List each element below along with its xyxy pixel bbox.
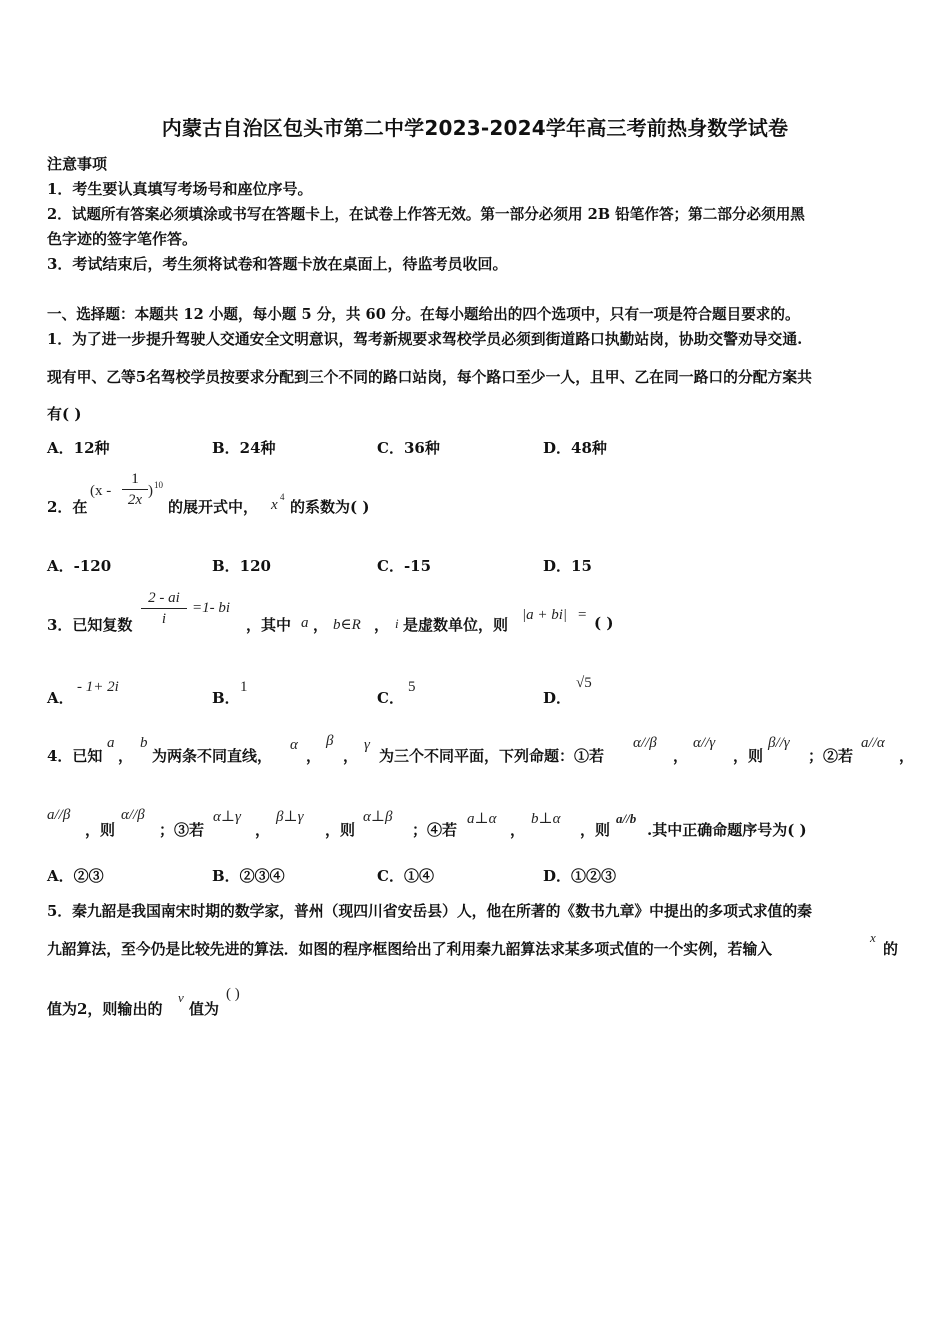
q4-text: 4．已知: [47, 747, 103, 765]
notice-heading: 注意事项: [47, 155, 108, 173]
q3-frac-den: i: [161, 611, 167, 627]
q4-math: β⊥γ: [276, 809, 304, 825]
q3-text: ，: [374, 616, 390, 634]
notice-item: 1．考生要认真填写考场号和座位序号。: [47, 180, 313, 198]
q3-eq: =: [578, 607, 587, 623]
q1-option-c: C．36种: [377, 439, 440, 457]
page-title: 内蒙古自治区包头市第二中学2023-2024学年高三考前热身数学试卷: [161, 116, 789, 140]
q3-fraction: [141, 589, 187, 628]
q2-option-d: D．15: [543, 557, 592, 575]
q4-math: β//γ: [768, 735, 790, 751]
q4-math: b⊥α: [531, 811, 561, 827]
q4-math: a: [107, 735, 115, 751]
q5-stem: 的: [883, 940, 899, 958]
q4-math: α//β: [121, 807, 145, 823]
notice-item: 3．考试结束后，考生须将试卷和答题卡放在桌面上，待监考员收回。: [47, 255, 508, 273]
q2-expr-right: ): [148, 483, 153, 499]
q4-text: ，: [899, 747, 915, 765]
q3-option-b-label: B．: [212, 689, 240, 707]
q4-text: ，则: [85, 821, 116, 839]
q4-text: ，: [255, 821, 271, 839]
q4-math: α⊥β: [363, 809, 393, 825]
q4-option-d: D．①②③: [543, 867, 617, 885]
q4-math: a⊥α: [467, 811, 497, 827]
q4-math: γ: [364, 737, 370, 753]
q2-frac-num: 1: [131, 471, 139, 487]
q4-text: 为两条不同直线，: [152, 747, 273, 765]
q3-text: ，其中: [246, 616, 292, 634]
q3-option-a-value: - 1+ 2i: [77, 679, 119, 695]
q4-text: ，: [118, 747, 134, 765]
q5-var-v: v: [178, 990, 184, 1005]
q2-expr-left: (x -: [90, 483, 112, 499]
q4-math: β: [326, 733, 334, 749]
q1-option-b: B．24种: [212, 439, 276, 457]
q4-text: ，: [343, 747, 359, 765]
q3-option-c-label: C．: [377, 689, 404, 707]
fraction-bar: [122, 489, 148, 490]
q3-option-a-label: A．: [47, 689, 74, 707]
q3-var-a: a: [301, 615, 309, 631]
q3-option-c-value: 5: [408, 679, 416, 695]
q1-option-a: A．12种: [47, 439, 110, 457]
q4-text: ；④若: [412, 821, 458, 839]
q3-text: ，: [313, 616, 329, 634]
q3-blank: ( ): [594, 614, 614, 632]
q4-text: ，则: [325, 821, 356, 839]
q5-stem: 值为2，则输出的: [47, 1000, 163, 1018]
q4-math: α: [290, 737, 298, 753]
fraction-bar: [141, 608, 187, 609]
q4-math: a//β: [47, 807, 71, 823]
q3-option-d-value: √5: [576, 675, 592, 691]
q1-stem: 有( ): [47, 405, 82, 423]
q3-b-in-r: b∈R: [333, 617, 361, 633]
q2-exponent: 10: [154, 480, 163, 490]
q2-option-a: A．-120: [47, 557, 112, 575]
q4-math: a//α: [861, 735, 885, 751]
q4-option-b: B．②③④: [212, 867, 285, 885]
q4-text: ，: [306, 747, 322, 765]
q5-stem: 值为: [189, 1000, 220, 1018]
q4-math: b: [140, 735, 148, 751]
q4-text: ，则: [580, 821, 611, 839]
q2-prefix: 2．在: [47, 498, 88, 516]
q2-suffix: 的系数为( ): [290, 498, 370, 516]
q5-var-x: x: [870, 930, 876, 945]
q2-frac-den: 2x: [127, 492, 143, 508]
q2-term-exp: 4: [280, 492, 285, 502]
q4-text: 为三个不同平面，下列命题：①若: [379, 747, 605, 765]
notice-item: 色字迹的签字笔作答。: [47, 230, 198, 248]
q2-term: x: [271, 497, 278, 513]
q3-var-i: i: [395, 616, 399, 631]
q3-option-b-value: 1: [240, 679, 248, 695]
q3-text: 是虚数单位，则: [403, 616, 509, 634]
q3-rhs: =1- bi: [192, 600, 231, 616]
q4-text: ，: [510, 821, 526, 839]
section-heading: 一、选择题：本题共 12 小题，每小题 5 分，共 60 分。在每小题给出的四个选项中，只有一项是符合题目要求的。: [47, 306, 800, 323]
q4-text: .其中正确命题序号为( ): [647, 821, 807, 839]
q4-text: ；③若: [159, 821, 205, 839]
q3-frac-num: 2 - ai: [148, 590, 180, 606]
q1-stem: 现有甲、乙等5名驾校学员按要求分配到三个不同的路口站岗，每个路口至少一人，且甲、乙在同一路口的分配方案共: [47, 369, 812, 386]
q5-stem: 九韶算法，至今仍是比较先进的算法．如图的程序框图给出了利用秦九韶算法求某多项式值的一个实例，若输入: [47, 941, 773, 958]
q4-text: ；②若: [808, 747, 854, 765]
q4-option-a: A．②③: [47, 867, 104, 885]
q4-math: α⊥γ: [213, 809, 241, 825]
q5-stem: 5．秦九韶是我国南宋时期的数学家，普州（现四川省安岳县）人，他在所著的《数书九章》中提出的多项式求值的秦: [47, 903, 812, 920]
q3-abs-expr: |a + bi|: [522, 607, 568, 623]
q2-fraction: [122, 470, 148, 509]
q2-option-c: C．-15: [377, 557, 432, 575]
q2-middle: 的展开式中，: [168, 498, 259, 516]
q4-text: ，: [673, 747, 689, 765]
q4-option-c: C．①④: [377, 867, 434, 885]
q1-option-d: D．48种: [543, 439, 607, 457]
q5-blank: ( ): [226, 986, 240, 1002]
q2-option-b: B．120: [212, 557, 271, 575]
q3-prefix: 3．已知复数: [47, 616, 133, 634]
q4-text: ，则: [733, 747, 764, 765]
q4-math: a//b: [616, 811, 637, 826]
q4-math: α//γ: [693, 735, 716, 751]
q4-math: α//β: [633, 735, 657, 751]
q3-option-d-label: D．: [543, 689, 572, 707]
q1-stem: 1．为了进一步提升驾驶人交通安全文明意识，驾考新规要求驾校学员必须到街道路口执勤站岗，协助交警劝导交通.: [47, 331, 803, 348]
notice-item: 2．试题所有答案必须填涂或书写在答题卡上，在试卷上作答无效。第一部分必须用 2B 铅笔作答；第二部分必须用黑: [47, 206, 805, 223]
